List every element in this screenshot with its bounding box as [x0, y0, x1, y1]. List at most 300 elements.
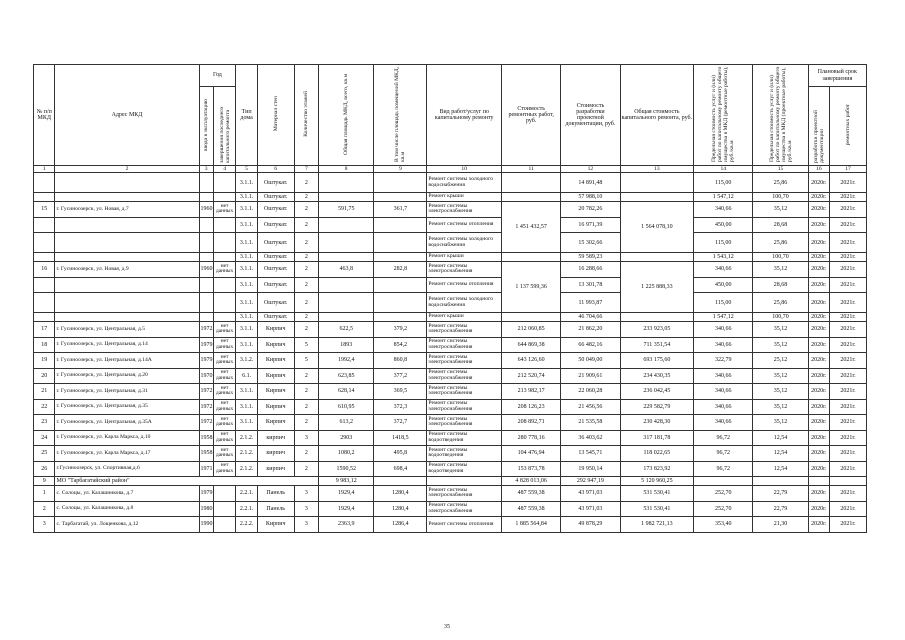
- plan-design-cell: 2020г.: [808, 193, 829, 202]
- total-cost-cell: 1 982 721,13: [620, 517, 694, 533]
- table-row: [34, 193, 867, 202]
- last-repair-cell: нет данных: [213, 446, 236, 462]
- plan-design-cell: 2020г.: [808, 399, 829, 415]
- plan-repair-cell: 2021г.: [830, 262, 867, 278]
- last-repair-cell: [213, 501, 236, 517]
- col-header-address: Адрес МКД: [55, 65, 199, 166]
- limit-repair-cell: 115,00: [694, 233, 753, 253]
- row-number-cell: 20: [34, 368, 55, 384]
- plan-repair-cell: 2021г.: [830, 446, 867, 462]
- table-row: [34, 217, 867, 233]
- house-type-cell: 3.1.1.: [236, 399, 257, 415]
- limit-repair-cell: 353,40: [694, 517, 753, 533]
- subtotal-area: 9 983,12: [319, 477, 374, 486]
- total-cost-cell: 1 564 078,10: [620, 202, 694, 253]
- house-type-cell: 3.1.1.: [236, 415, 257, 431]
- repair-cost-cell: 280 778,16: [502, 430, 561, 446]
- last-repair-cell: нет данных: [213, 415, 236, 431]
- year-cell: 1979: [199, 486, 213, 502]
- plan-design-cell: 2020г.: [808, 293, 829, 313]
- design-cost-cell: 15 302,66: [561, 233, 620, 253]
- premises-area-cell: 1280,4: [374, 501, 427, 517]
- limit-design-cell: 35,12: [753, 384, 808, 400]
- design-cost-cell: 16 971,39: [561, 217, 620, 233]
- limit-repair-cell: 1 547,12: [694, 313, 753, 322]
- floors-cell: 2: [294, 253, 319, 262]
- repair-cost-cell: 1 451 432,57: [502, 202, 561, 253]
- design-cost-cell: 43 971,03: [561, 501, 620, 517]
- limit-repair-cell: 340,66: [694, 399, 753, 415]
- limit-repair-cell: 340,66: [694, 322, 753, 338]
- design-cost-cell: 13 301,78: [561, 277, 620, 293]
- total-area-cell: 2363,9: [319, 517, 374, 533]
- col-header-floors: Количество этажей: [294, 65, 319, 166]
- last-repair-cell: нет данных: [213, 337, 236, 353]
- house-type-cell: 3.1.1.: [236, 322, 257, 338]
- floors-cell: 2: [294, 461, 319, 477]
- wall-material-cell: Оштукат.: [257, 293, 294, 313]
- house-type-cell: 3.1.1.: [236, 313, 257, 322]
- plan-repair-cell: 2021г.: [830, 293, 867, 313]
- plan-design-cell: 2020г.: [808, 262, 829, 278]
- repair-cost-cell: 487 559,38: [502, 501, 561, 517]
- table-row: [34, 399, 867, 415]
- limit-repair-cell: 1 543,12: [694, 253, 753, 262]
- year-cell: 1980: [199, 501, 213, 517]
- wall-material-cell: Оштукат.: [257, 202, 294, 218]
- table-row: [34, 384, 867, 400]
- wall-material-cell: Оштукат.: [257, 262, 294, 278]
- repair-cost-cell: 208 126,23: [502, 399, 561, 415]
- col-number: 9: [374, 166, 427, 173]
- address-cell: г. Гусиноозерск, ул. Карла Маркса, д.17: [55, 446, 199, 462]
- plan-design-cell: 2020г.: [808, 501, 829, 517]
- limit-design-cell: 22,79: [753, 501, 808, 517]
- col-header-plan-group: Плановый срок завершения: [808, 65, 866, 87]
- total-cost-cell: 234 430,35: [620, 368, 694, 384]
- repair-cost-cell: 212 060,85: [502, 322, 561, 338]
- plan-design-cell: 2020г.: [808, 353, 829, 369]
- plan-repair-cell: 2021г.: [830, 368, 867, 384]
- floors-cell: 2: [294, 262, 319, 278]
- work-type-cell: Ремонт системы водоотведения: [427, 446, 502, 462]
- last-repair-cell: нет данных: [213, 384, 236, 400]
- table-row: [34, 368, 867, 384]
- work-type-cell: Ремонт системы электроснабжения: [427, 368, 502, 384]
- row-number-cell: 23: [34, 415, 55, 431]
- total-cost-cell: 693 175,60: [620, 353, 694, 369]
- plan-repair-cell: 2021г.: [830, 322, 867, 338]
- total-area-cell: 613,2: [319, 415, 374, 431]
- col-header-work-type: Вид работ/услуг по капитальному ремонту: [427, 65, 502, 166]
- design-cost-cell: 46 704,66: [561, 313, 620, 322]
- floors-cell: 3: [294, 517, 319, 533]
- premises-area-cell: 1418,5: [374, 430, 427, 446]
- col-header-year-group: Год: [199, 65, 236, 87]
- floors-cell: 2: [294, 293, 319, 313]
- row-number-cell: 15: [34, 202, 55, 218]
- total-cost-cell: 230 428,30: [620, 415, 694, 431]
- work-type-cell: Ремонт системы холодного водоснабжения: [427, 233, 502, 253]
- table-row: [34, 415, 867, 431]
- row-number-cell: 22: [34, 399, 55, 415]
- subtotal-row: [34, 477, 867, 486]
- total-area-cell: 2903: [319, 430, 374, 446]
- house-type-cell: 3.1.1.: [236, 173, 257, 193]
- col-number: 3: [199, 166, 213, 173]
- design-cost-cell: 20 782,26: [561, 202, 620, 218]
- table-row: [34, 353, 867, 369]
- limit-repair-cell: 252,70: [694, 486, 753, 502]
- address-cell: г. Гусиноозерск, ул. Центральная, д.35А: [55, 415, 199, 431]
- design-cost-cell: 13 545,71: [561, 446, 620, 462]
- row-number-cell: 17: [34, 322, 55, 338]
- wall-material-cell: кирпич: [257, 430, 294, 446]
- plan-repair-cell: 2021г.: [830, 173, 867, 193]
- house-type-cell: 2.1.2.: [236, 430, 257, 446]
- plan-design-cell: 2020г.: [808, 337, 829, 353]
- wall-material-cell: Оштукат.: [257, 253, 294, 262]
- col-header-num: № п/п МКД: [34, 65, 55, 166]
- wall-material-cell: Оштукат.: [257, 173, 294, 193]
- design-cost-cell: 49 878,29: [561, 517, 620, 533]
- col-number: 13: [620, 166, 694, 173]
- wall-material-cell: Панель: [257, 486, 294, 502]
- design-cost-cell: 19 950,14: [561, 461, 620, 477]
- design-cost-cell: 11 993,87: [561, 293, 620, 313]
- table-row: [34, 262, 867, 278]
- total-area-cell: 628,14: [319, 384, 374, 400]
- total-cost-cell: 233 923,05: [620, 322, 694, 338]
- total-area-cell: 1929,4: [319, 486, 374, 502]
- col-number: 6: [257, 166, 294, 173]
- table-row: [34, 233, 867, 253]
- wall-material-cell: кирпич: [257, 446, 294, 462]
- year-cell: 1970: [199, 368, 213, 384]
- limit-repair-cell: 252,70: [694, 501, 753, 517]
- total-cost-cell: 711 351,54: [620, 337, 694, 353]
- floors-cell: 2: [294, 233, 319, 253]
- plan-repair-cell: 2021г.: [830, 193, 867, 202]
- design-cost-cell: 21 535,58: [561, 415, 620, 431]
- limit-design-cell: 25,86: [753, 233, 808, 253]
- work-type-cell: Ремонт системы электроснабжения: [427, 501, 502, 517]
- plan-design-cell: 2020г.: [808, 517, 829, 533]
- limit-repair-cell: 450,00: [694, 217, 753, 233]
- table-row: [34, 501, 867, 517]
- wall-material-cell: Кирпич: [257, 399, 294, 415]
- address-cell: г. Гусиноозерск, ул. Центральная, д.14: [55, 337, 199, 353]
- total-cost-cell: 1 225 888,33: [620, 262, 694, 313]
- house-type-cell: 3.1.1.: [236, 202, 257, 218]
- limit-design-cell: 35,12: [753, 322, 808, 338]
- year-cell: 1979: [199, 337, 213, 353]
- col-number: 14: [694, 166, 753, 173]
- col-number: 11: [502, 166, 561, 173]
- limit-design-cell: 35,12: [753, 399, 808, 415]
- total-area-cell: 1590,52: [319, 461, 374, 477]
- premises-area-cell: 1286,4: [374, 517, 427, 533]
- table-row: [34, 313, 867, 322]
- premises-area-cell: 860,8: [374, 353, 427, 369]
- plan-design-cell: 2020г.: [808, 202, 829, 218]
- plan-design-cell: 2020г.: [808, 253, 829, 262]
- plan-repair-cell: 2021г.: [830, 277, 867, 293]
- work-type-cell: Ремонт системы электроснабжения: [427, 353, 502, 369]
- wall-material-cell: Кирпич: [257, 368, 294, 384]
- limit-repair-cell: 340,66: [694, 368, 753, 384]
- wall-material-cell: Кирпич: [257, 415, 294, 431]
- col-header-plan-design: разработки проектной документации: [808, 87, 829, 166]
- plan-repair-cell: 2021г.: [830, 233, 867, 253]
- year-cell: 1971: [199, 461, 213, 477]
- limit-design-cell: 100,70: [753, 193, 808, 202]
- total-area-cell: 1992,4: [319, 353, 374, 369]
- design-cost-cell: 50 049,00: [561, 353, 620, 369]
- premises-area-cell: 361,7: [374, 202, 427, 218]
- limit-repair-cell: 340,66: [694, 337, 753, 353]
- limit-repair-cell: 115,00: [694, 173, 753, 193]
- limit-design-cell: 25,86: [753, 293, 808, 313]
- year-cell: 1960: [199, 262, 213, 278]
- limit-design-cell: 35,12: [753, 202, 808, 218]
- row-number-cell: 2: [34, 501, 55, 517]
- subtotal-design-cost: 292 947,19: [561, 477, 620, 486]
- plan-design-cell: 2020г.: [808, 430, 829, 446]
- work-type-cell: Ремонт крыши: [427, 313, 502, 322]
- total-area-cell: 463,8: [319, 262, 374, 278]
- last-repair-cell: нет данных: [213, 322, 236, 338]
- floors-cell: 5: [294, 337, 319, 353]
- address-cell: с. Тарбагатай, ул. Лощенкова, д.12: [55, 517, 199, 533]
- house-type-cell: 3.1.1.: [236, 253, 257, 262]
- total-area-cell: 622,5: [319, 322, 374, 338]
- house-type-cell: 3.1.1.: [236, 293, 257, 313]
- plan-design-cell: 2020г.: [808, 486, 829, 502]
- row-number-cell: 25: [34, 446, 55, 462]
- subtotal-count: 9: [34, 477, 55, 486]
- work-type-cell: Ремонт системы отопления: [427, 277, 502, 293]
- last-repair-cell: нет данных: [213, 430, 236, 446]
- row-number-cell: 16: [34, 262, 55, 278]
- floors-cell: 2: [294, 202, 319, 218]
- work-type-cell: Ремонт системы электроснабжения: [427, 322, 502, 338]
- work-type-cell: Ремонт системы электроснабжения: [427, 486, 502, 502]
- address-cell: г.Гусиноозерск, ул. Спортивная,д.6: [55, 461, 199, 477]
- limit-repair-cell: 340,66: [694, 262, 753, 278]
- col-header-limit-design: Предельная стоимость услуг и (или) работ по капитальному ремонту общего имущества в МКД (проектные работы), руб./кв.м: [753, 65, 808, 166]
- house-type-cell: 3.1.1.: [236, 233, 257, 253]
- wall-material-cell: Оштукат.: [257, 313, 294, 322]
- subtotal-district: МО "Тарбагатайский район": [55, 477, 319, 486]
- wall-material-cell: Кирпич: [257, 322, 294, 338]
- col-number: 17: [830, 166, 867, 173]
- address-cell: с. Солоцы, ул. Калашникова, д.8: [55, 501, 199, 517]
- page-number: 35: [444, 624, 450, 630]
- floors-cell: 3: [294, 501, 319, 517]
- col-header-year-last-repair: завершения последнего капитального ремонта: [213, 87, 236, 166]
- plan-design-cell: 2020г.: [808, 368, 829, 384]
- wall-material-cell: Оштукат.: [257, 233, 294, 253]
- work-type-cell: Ремонт системы электроснабжения: [427, 384, 502, 400]
- col-number: 10: [427, 166, 502, 173]
- premises-area-cell: 377,2: [374, 368, 427, 384]
- limit-design-cell: 35,12: [753, 368, 808, 384]
- plan-design-cell: 2020г.: [808, 233, 829, 253]
- floors-cell: 2: [294, 217, 319, 233]
- plan-design-cell: 2020г.: [808, 415, 829, 431]
- address-cell: г. Гусиноозерск, ул. Центральная, д.31: [55, 384, 199, 400]
- col-number: 1: [34, 166, 55, 173]
- limit-design-cell: 35,12: [753, 262, 808, 278]
- limit-design-cell: 35,12: [753, 415, 808, 431]
- col-header-limit-repair: Предельная стоимость услуг и (или) работ по капитальному ремонту общего имущества в МКД (ремонтные работы), руб./кв.м: [694, 65, 753, 166]
- table-row: [34, 446, 867, 462]
- col-header-plan-repair: ремонтных работ: [830, 87, 867, 166]
- address-cell: г. Гусиноозерск, ул. Новая, д.7: [55, 202, 199, 218]
- work-type-cell: Ремонт системы электроснабжения: [427, 202, 502, 218]
- wall-material-cell: Панель: [257, 501, 294, 517]
- design-cost-cell: 16 288,66: [561, 262, 620, 278]
- floors-cell: 2: [294, 384, 319, 400]
- col-header-wall-material: Материал стен: [257, 65, 294, 166]
- total-cost-cell: 118 022,65: [620, 446, 694, 462]
- house-type-cell: 3.1.1.: [236, 193, 257, 202]
- house-type-cell: 3.1.1.: [236, 384, 257, 400]
- limit-repair-cell: 340,66: [694, 384, 753, 400]
- limit-design-cell: 12,54: [753, 461, 808, 477]
- house-type-cell: 3.1.1.: [236, 277, 257, 293]
- design-cost-cell: 36 403,62: [561, 430, 620, 446]
- premises-area-cell: 698,4: [374, 461, 427, 477]
- work-type-cell: Ремонт системы отопления: [427, 517, 502, 533]
- col-header-total-area: Общая площадь МКД, всего, кв.м: [319, 65, 374, 166]
- table-row: [34, 517, 867, 533]
- design-cost-cell: 66 482,16: [561, 337, 620, 353]
- house-type-cell: 2.1.2.: [236, 461, 257, 477]
- table-row: [34, 486, 867, 502]
- limit-repair-cell: 340,66: [694, 202, 753, 218]
- col-number: 7: [294, 166, 319, 173]
- col-header-house-type: Тип дома: [236, 65, 257, 166]
- plan-repair-cell: 2021г.: [830, 415, 867, 431]
- wall-material-cell: Оштукат.: [257, 217, 294, 233]
- plan-repair-cell: 2021г.: [830, 217, 867, 233]
- limit-design-cell: 22,79: [753, 486, 808, 502]
- col-header-total-cost: Общая стоимость капитального ремонта, руб.: [620, 65, 694, 166]
- house-type-cell: 2.1.2.: [236, 446, 257, 462]
- plan-repair-cell: 2021г.: [830, 430, 867, 446]
- floors-cell: 2: [294, 368, 319, 384]
- plan-design-cell: 2020г.: [808, 322, 829, 338]
- premises-area-cell: 495,8: [374, 446, 427, 462]
- repair-cost-cell: 643 126,60: [502, 353, 561, 369]
- limit-design-cell: 100,70: [753, 313, 808, 322]
- row-number-cell: 19: [34, 353, 55, 369]
- total-cost-cell: 531 530,41: [620, 501, 694, 517]
- subtotal-repair-cost: 4 828 013,06: [502, 477, 561, 486]
- house-type-cell: 2.2.1.: [236, 486, 257, 502]
- plan-repair-cell: 2021г.: [830, 337, 867, 353]
- total-cost-cell: 531 530,41: [620, 486, 694, 502]
- wall-material-cell: кирпич: [257, 461, 294, 477]
- repair-cost-cell: 644 869,38: [502, 337, 561, 353]
- wall-material-cell: Оштукат.: [257, 193, 294, 202]
- last-repair-cell: нет данных: [213, 461, 236, 477]
- plan-design-cell: 2020г.: [808, 461, 829, 477]
- plan-repair-cell: 2021г.: [830, 399, 867, 415]
- work-type-cell: Ремонт системы холодного водоснабжения: [427, 293, 502, 313]
- total-area-cell: 1929,4: [319, 501, 374, 517]
- premises-area-cell: 854,2: [374, 337, 427, 353]
- design-cost-cell: 57 988,10: [561, 193, 620, 202]
- row-number-cell: 18: [34, 337, 55, 353]
- address-cell: г. Гусиноозерск, ул. Центральная, д.5: [55, 322, 199, 338]
- design-cost-cell: 43 971,03: [561, 486, 620, 502]
- limit-design-cell: 25,12: [753, 353, 808, 369]
- total-area-cell: 623,85: [319, 368, 374, 384]
- limit-design-cell: 25,86: [753, 173, 808, 193]
- limit-repair-cell: 96,72: [694, 461, 753, 477]
- repair-cost-cell: 208 892,71: [502, 415, 561, 431]
- work-type-cell: Ремонт системы электроснабжения: [427, 262, 502, 278]
- table-row: [34, 461, 867, 477]
- design-cost-cell: 22 060,28: [561, 384, 620, 400]
- wall-material-cell: Кирпич: [257, 384, 294, 400]
- col-number: 16: [808, 166, 829, 173]
- year-cell: 1979: [199, 353, 213, 369]
- plan-repair-cell: 2021г.: [830, 313, 867, 322]
- address-cell: г. Гусиноозерск, ул. Центральная, д.14А: [55, 353, 199, 369]
- house-type-cell: 3.1.2.: [236, 353, 257, 369]
- house-type-cell: 3.1.1.: [236, 262, 257, 278]
- table-row: [34, 430, 867, 446]
- col-header-design-cost: Стоимость разработки проектной документации, руб.: [561, 65, 620, 166]
- last-repair-cell: нет данных: [213, 262, 236, 278]
- table-row: [34, 293, 867, 313]
- table-row: [34, 202, 867, 218]
- limit-repair-cell: 340,66: [694, 415, 753, 431]
- limit-repair-cell: 96,72: [694, 446, 753, 462]
- work-type-cell: Ремонт системы электроснабжения: [427, 415, 502, 431]
- col-number: 15: [753, 166, 808, 173]
- subtotal-total-cost: 5 120 960,25: [620, 477, 694, 486]
- floors-cell: 2: [294, 173, 319, 193]
- premises-area-cell: 372,3: [374, 399, 427, 415]
- plan-repair-cell: 2021г.: [830, 202, 867, 218]
- repair-cost-cell: 104 476,94: [502, 446, 561, 462]
- plan-design-cell: 2020г.: [808, 384, 829, 400]
- year-cell: 1990: [199, 517, 213, 533]
- repair-cost-cell: 153 873,78: [502, 461, 561, 477]
- house-type-cell: 3.1.1.: [236, 337, 257, 353]
- wall-material-cell: Оштукат.: [257, 277, 294, 293]
- row-number-cell: 1: [34, 486, 55, 502]
- limit-design-cell: 12,54: [753, 446, 808, 462]
- last-repair-cell: нет данных: [213, 399, 236, 415]
- limit-design-cell: 35,12: [753, 337, 808, 353]
- floors-cell: 3: [294, 430, 319, 446]
- col-number: 8: [319, 166, 374, 173]
- row-number-cell: 3: [34, 517, 55, 533]
- plan-repair-cell: 2021г.: [830, 486, 867, 502]
- address-cell: с. Солоцы, ул. Калашникова, д.7: [55, 486, 199, 502]
- work-type-cell: Ремонт крыши: [427, 253, 502, 262]
- repair-cost-cell: 487 559,38: [502, 486, 561, 502]
- row-number-cell: 21: [34, 384, 55, 400]
- col-header-premises-area: В том числе площадь помещений МКД, кв.м: [374, 65, 427, 166]
- year-cell: 1958: [199, 446, 213, 462]
